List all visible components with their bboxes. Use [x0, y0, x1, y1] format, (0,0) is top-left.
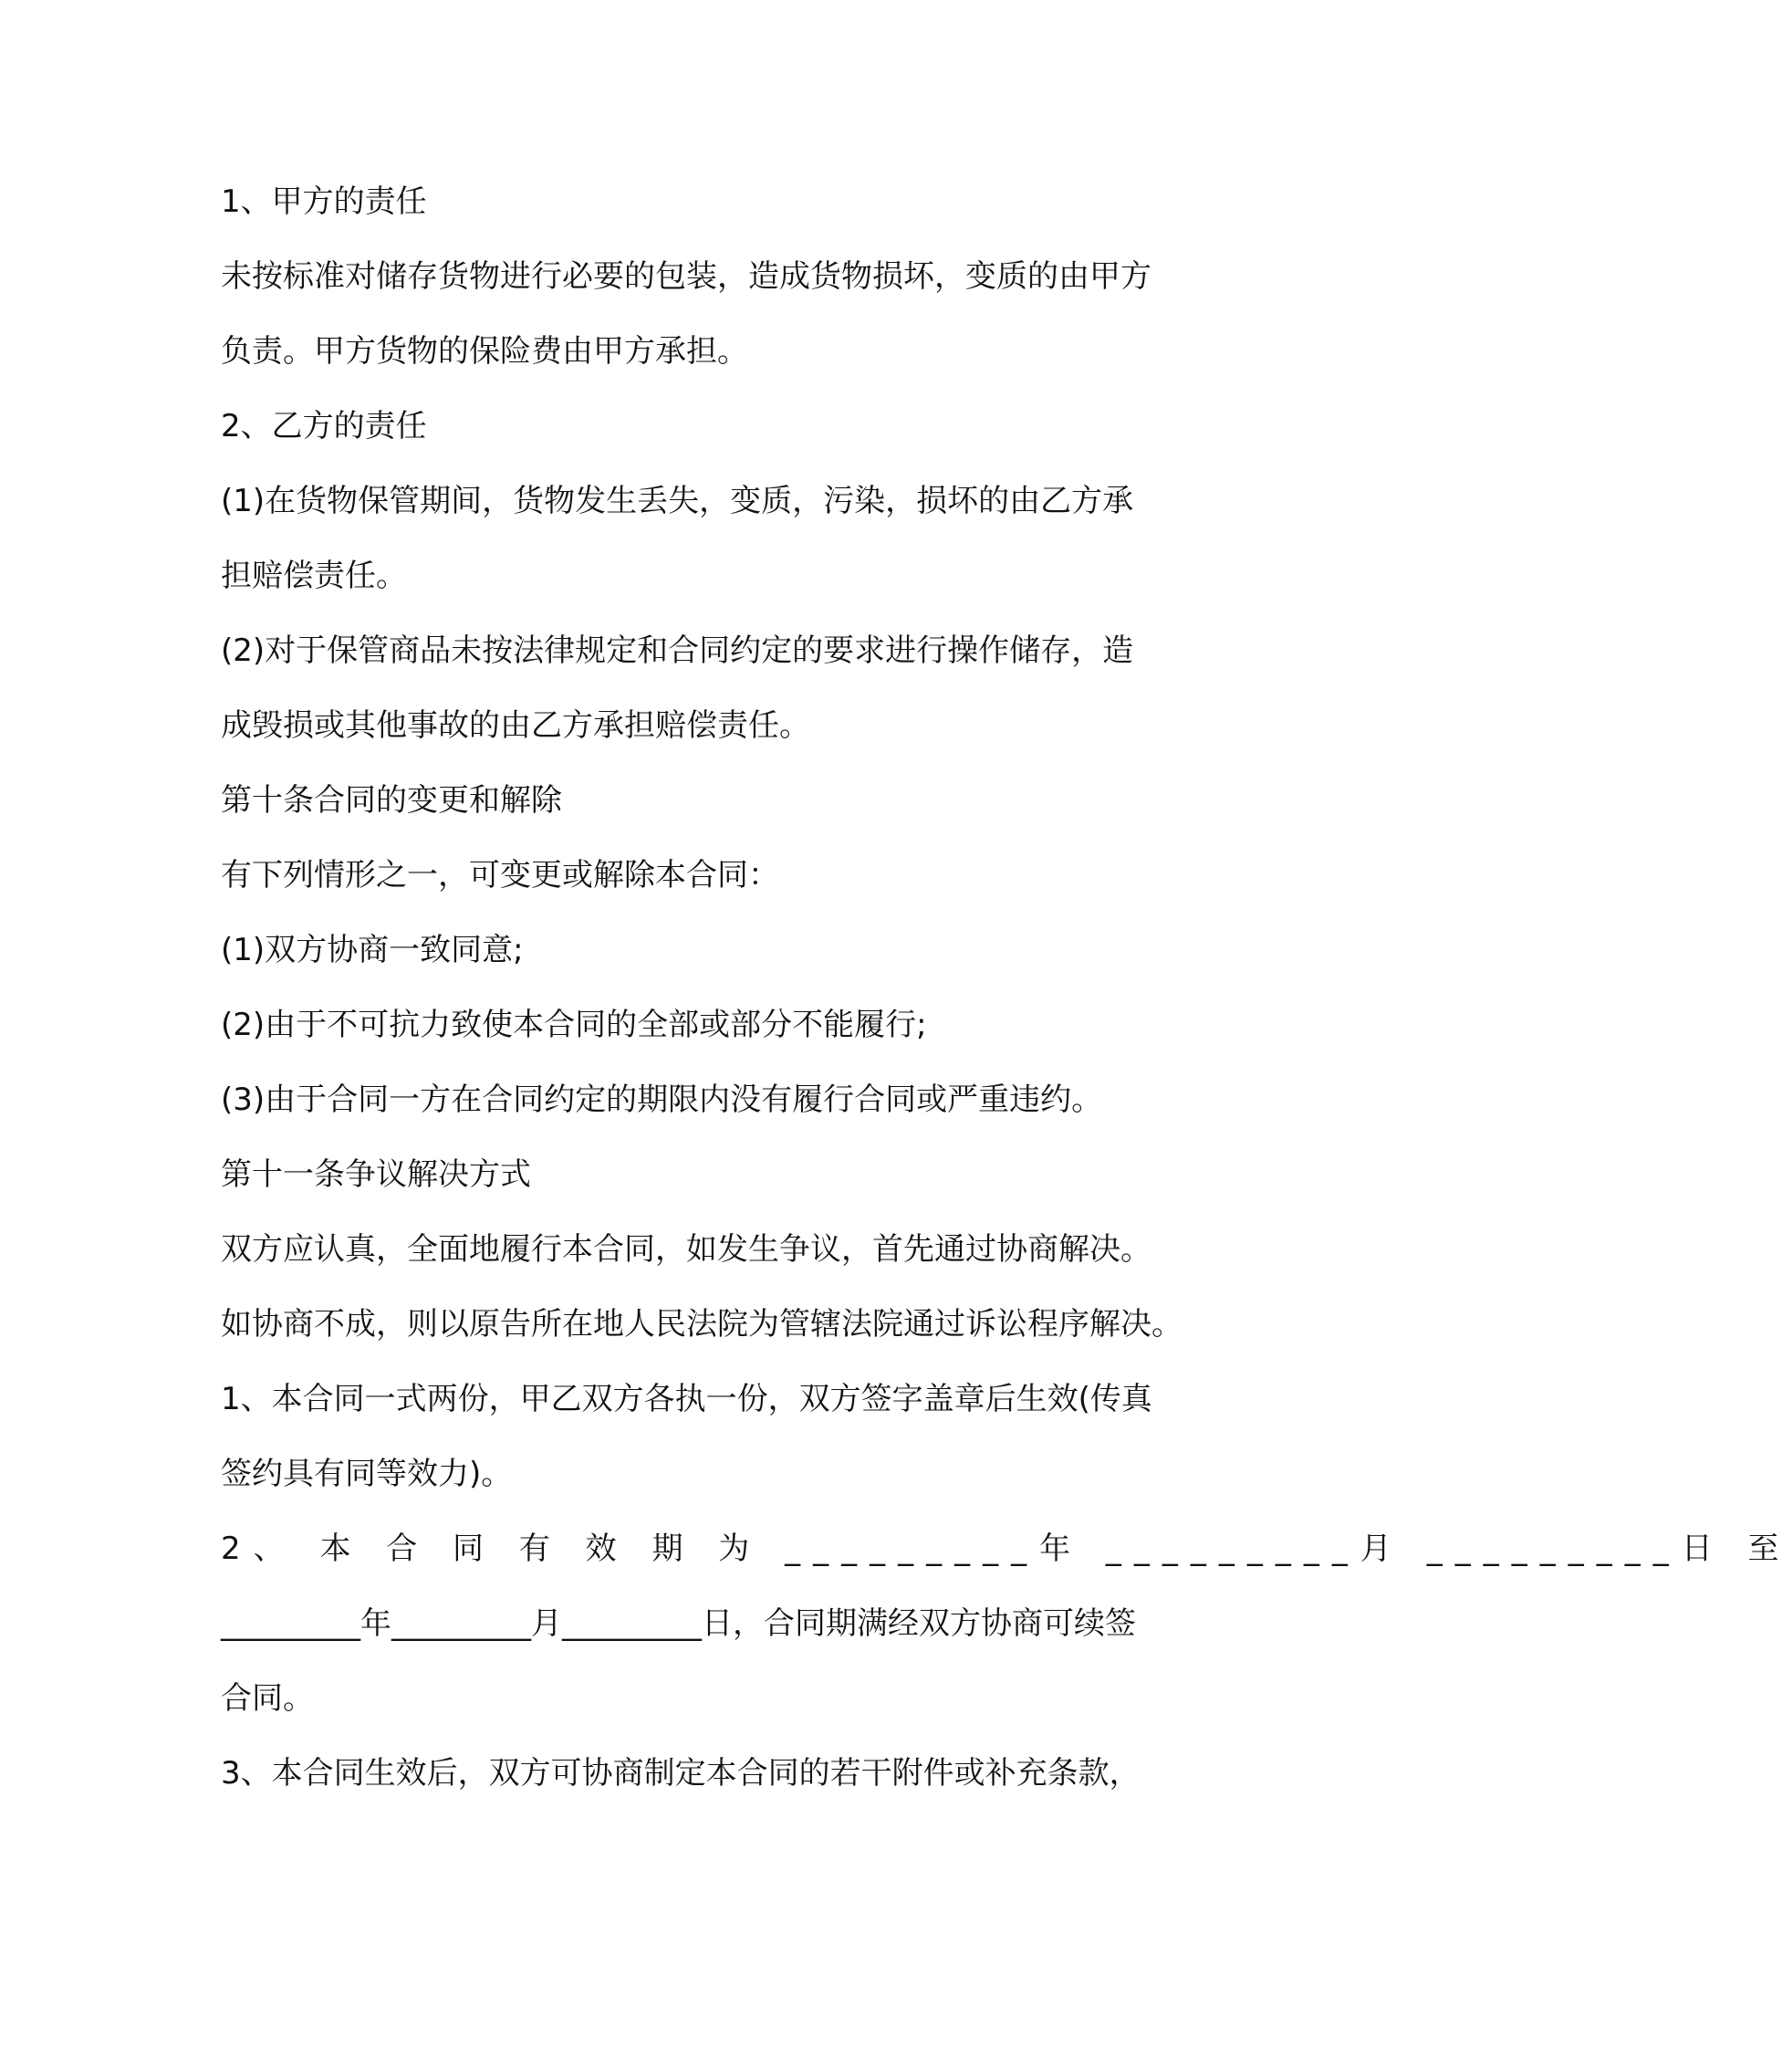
article-11-heading: 第十一条争议解决方式: [221, 1156, 531, 1193]
article-10-item-1: (1)双方协商一致同意;: [221, 932, 524, 968]
final-clause-1-line-2: 签约具有同等效力)。: [221, 1456, 513, 1492]
article-10-item-2: (2)由于不可抗力致使本合同的全部或部分不能履行;: [221, 1007, 927, 1043]
article-11-text-line-2: 如协商不成，则以原告所在地人民法院为管辖法院通过诉讼程序解决。: [221, 1306, 1183, 1343]
article-10-intro: 有下列情形之一，可变更或解除本合同：: [221, 857, 779, 893]
article-10-heading: 第十条合同的变更和解除: [221, 782, 562, 819]
final-clause-2-line-1: 2、 本 合 同 有 效 期 为 _________年 _________月 _________日 至: [221, 1531, 1792, 1567]
final-clause-2-line-2: _________年_________月_________日，合同期满经双方协商可续签: [221, 1605, 1136, 1642]
party-a-responsibility-text-line-2: 负责。甲方货物的保险费由甲方承担。: [221, 333, 748, 370]
party-b-clause-1-line-1: (1)在货物保管期间，货物发生丢失，变质，污染，损坏的由乙方承: [221, 483, 1134, 519]
final-clause-3-line-1: 3、本合同生效后，双方可协商制定本合同的若干附件或补充条款，: [221, 1755, 1141, 1792]
document-body: [221, 183, 1792, 1829]
final-clause-2-line-3: 合同。: [221, 1680, 314, 1717]
article-11-text-line-1: 双方应认真，全面地履行本合同，如发生争议，首先通过协商解决。: [221, 1231, 1151, 1268]
article-10-item-3: (3)由于合同一方在合同约定的期限内没有履行合同或严重违约。: [221, 1081, 1103, 1118]
party-b-clause-2-line-2: 成毁损或其他事故的由乙方承担赔偿责任。: [221, 707, 810, 744]
party-b-responsibility-heading: 2、乙方的责任: [221, 408, 427, 444]
party-b-clause-2-line-1: (2)对于保管商品未按法律规定和合同约定的要求进行操作储存，造: [221, 632, 1134, 669]
party-a-responsibility-heading: 1、甲方的责任: [221, 183, 427, 220]
party-b-clause-1-line-2: 担赔偿责任。: [221, 558, 407, 594]
party-a-responsibility-text-line-1: 未按标准对储存货物进行必要的包装，造成货物损坏，变质的由甲方: [221, 258, 1151, 295]
final-clause-1-line-1: 1、本合同一式两份，甲乙双方各执一份，双方签字盖章后生效(传真: [221, 1381, 1152, 1417]
